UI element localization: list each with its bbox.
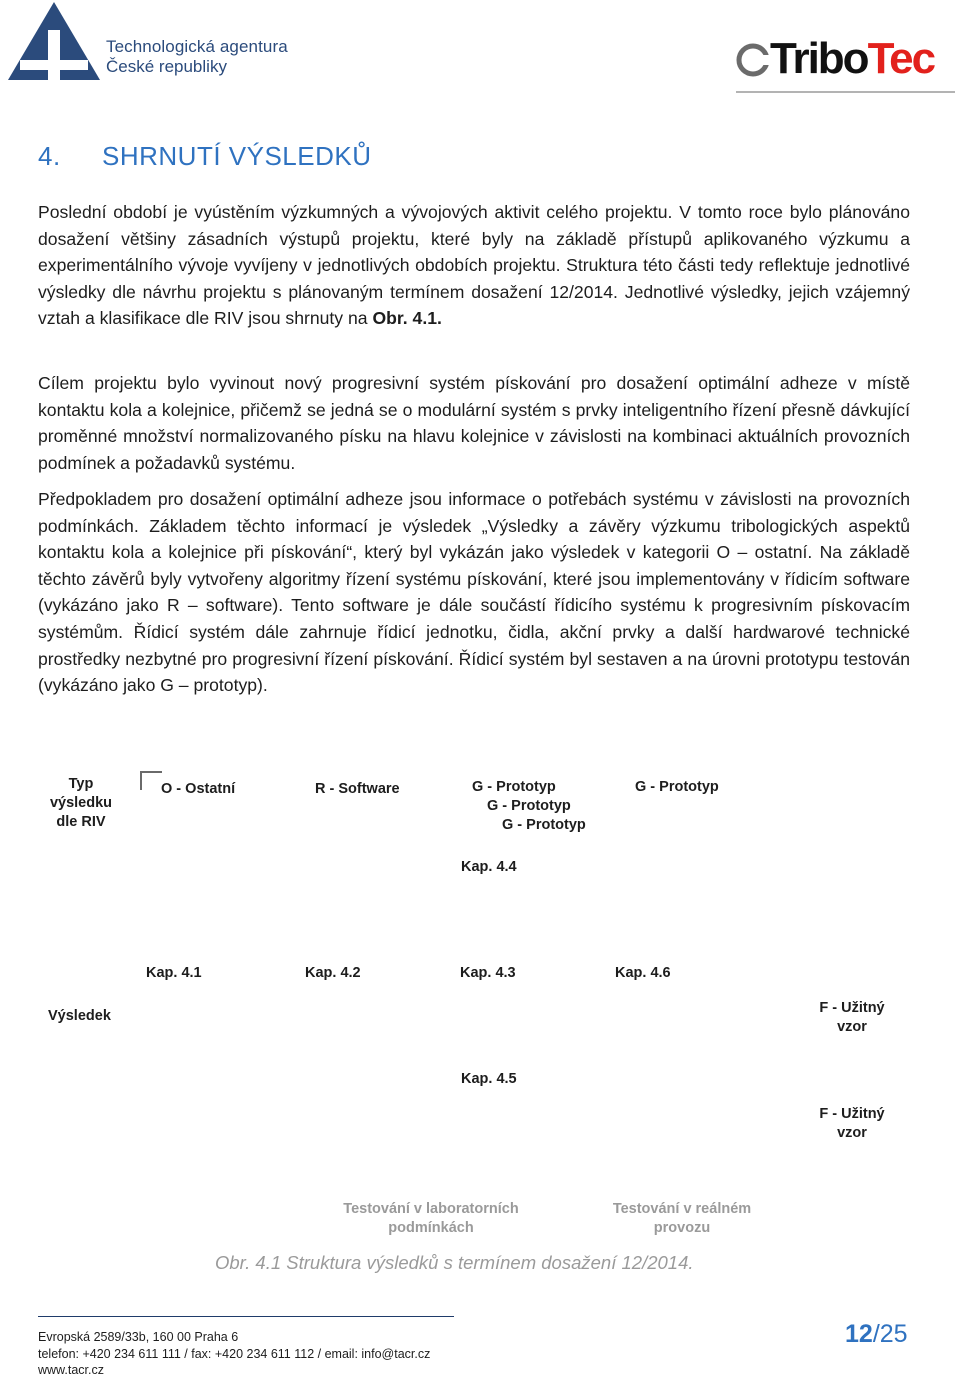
- chapter-4-1: Kap. 4.1: [146, 965, 202, 981]
- type-software: R - Software: [315, 781, 400, 797]
- page-total: /25: [872, 1320, 908, 1348]
- utility-model: F - Užitný vzor: [819, 1000, 885, 1035]
- footer-address: Evropská 2589/33b, 160 00 Praha 6: [38, 1330, 239, 1344]
- section-title: SHRNUTÍ VÝSLEDKŮ: [102, 141, 372, 171]
- paragraph-goal: Cílem projektu bylo vyvinout nový progresivní systém pískování pro dosažení optimální adheze v místě kontaktu kola a kolejnice, přičemž se jedná se o modulární systém s prvky inteligentního řízení přesně dávkující proměnné množství normalizovaného písku na hlavu kolejnice v závislosti na kombinaci aktuálních provozních podmínek a požadavků systému.: [38, 373, 910, 473]
- paragraph-prerequisite: Předpokladem pro dosažení optimální adheze jsou informace o potřebách systému v závislosti na provozních podmínkách. Základem těchto informací je výsledek „Výsledky a závěry výzkumu tribologických aspektů kontaktu kola a kolejnice při pískování“, který byl vykázán jako výsledek v kategorii O – ostatní. Na základě těchto závěrů byly vytvořeny algoritmy řízení systému pískování, které jsou implementovány v řídicím software (vykázáno jako R – software). Tento software je dále součástí řídicího systému k progresivním pískovacím systémům. Řídicí systém dále zahrnuje řídicí jednotku, čidla, akční prvky a další hardwarové technické prostředky nezbytné pro progresivní řízení pískování. Řídicí systém byl sestaven a na úrovni prototypu testován (vykázáno jako G – prototyp).: [38, 489, 910, 696]
- row-label-result: Výsledek: [48, 1008, 111, 1024]
- paragraph-intro: [38, 199, 910, 332]
- tacr-triangle-icon: [8, 0, 102, 84]
- section-number: 4.: [38, 141, 61, 171]
- testing-laboratory: Testování v laboratorních podmínkách: [343, 1201, 519, 1236]
- chapter-4-4: Kap. 4.4: [461, 859, 517, 875]
- section-heading: [38, 141, 372, 172]
- paragraph-intro-text: Poslední období je vyústěním výzkumných a vývojových aktivit celého projektu. V tomto roce bylo plánováno dosažení většiny zásadních výstupů projektu, které byly na základě přístupů aplikovaného výzkumu a experimentálního vývoje vyvíjeny v jednotlivých obdobích projektu. Struktura této části tedy reflektuje jednotlivé výsledky dle návrhu projektu s plánovaným termínem dosažení 12/2014. Jednotlivé výsledky, jejich vzájemný vztah a klasifikace dle RIV jsou shrnuty na: [38, 202, 910, 329]
- tacr-logo: [8, 0, 308, 84]
- tribotec-wordmark: TriboTec: [770, 34, 935, 83]
- testing-real-operation: Testování v reálném provozu: [612, 1201, 752, 1236]
- row-label-riv-type: Typ výsledku dle RIV: [49, 776, 113, 830]
- diagram-bracket-mark: [140, 771, 162, 790]
- chapter-4-2: Kap. 4.2: [305, 965, 361, 981]
- agency-name-line2: České republiky: [106, 57, 227, 76]
- header-rule: [736, 91, 955, 93]
- footer-website: www.tacr.cz: [38, 1363, 104, 1377]
- footer-contact: telefon: +420 234 611 111 / fax: +420 234 611 112 / email: info@tacr.cz: [38, 1347, 431, 1361]
- page-number: [845, 1320, 908, 1349]
- figure-reference: Obr. 4.1.: [372, 308, 442, 329]
- page-current: 12: [845, 1320, 873, 1348]
- type-prototyp: G - Prototyp: [472, 779, 556, 795]
- type-prototyp: G - Prototyp: [487, 798, 571, 814]
- utility-model: F - Užitný vzor: [819, 1106, 885, 1141]
- agency-name-line1: Technologická agentura: [106, 37, 288, 56]
- chapter-4-5: Kap. 4.5: [461, 1071, 517, 1087]
- type-ostatni: O - Ostatní: [161, 781, 236, 797]
- type-prototyp: G - Prototyp: [635, 779, 719, 795]
- chapter-4-3: Kap. 4.3: [460, 965, 516, 981]
- figure-caption: Obr. 4.1 Struktura výsledků s termínem dosažení 12/2014.: [215, 1252, 694, 1273]
- chapter-4-6: Kap. 4.6: [615, 965, 671, 981]
- type-prototyp: G - Prototyp: [502, 817, 586, 833]
- copyright-circle-icon: [736, 43, 770, 77]
- footer-rule: [38, 1316, 454, 1317]
- tribotec-logo: [736, 34, 958, 84]
